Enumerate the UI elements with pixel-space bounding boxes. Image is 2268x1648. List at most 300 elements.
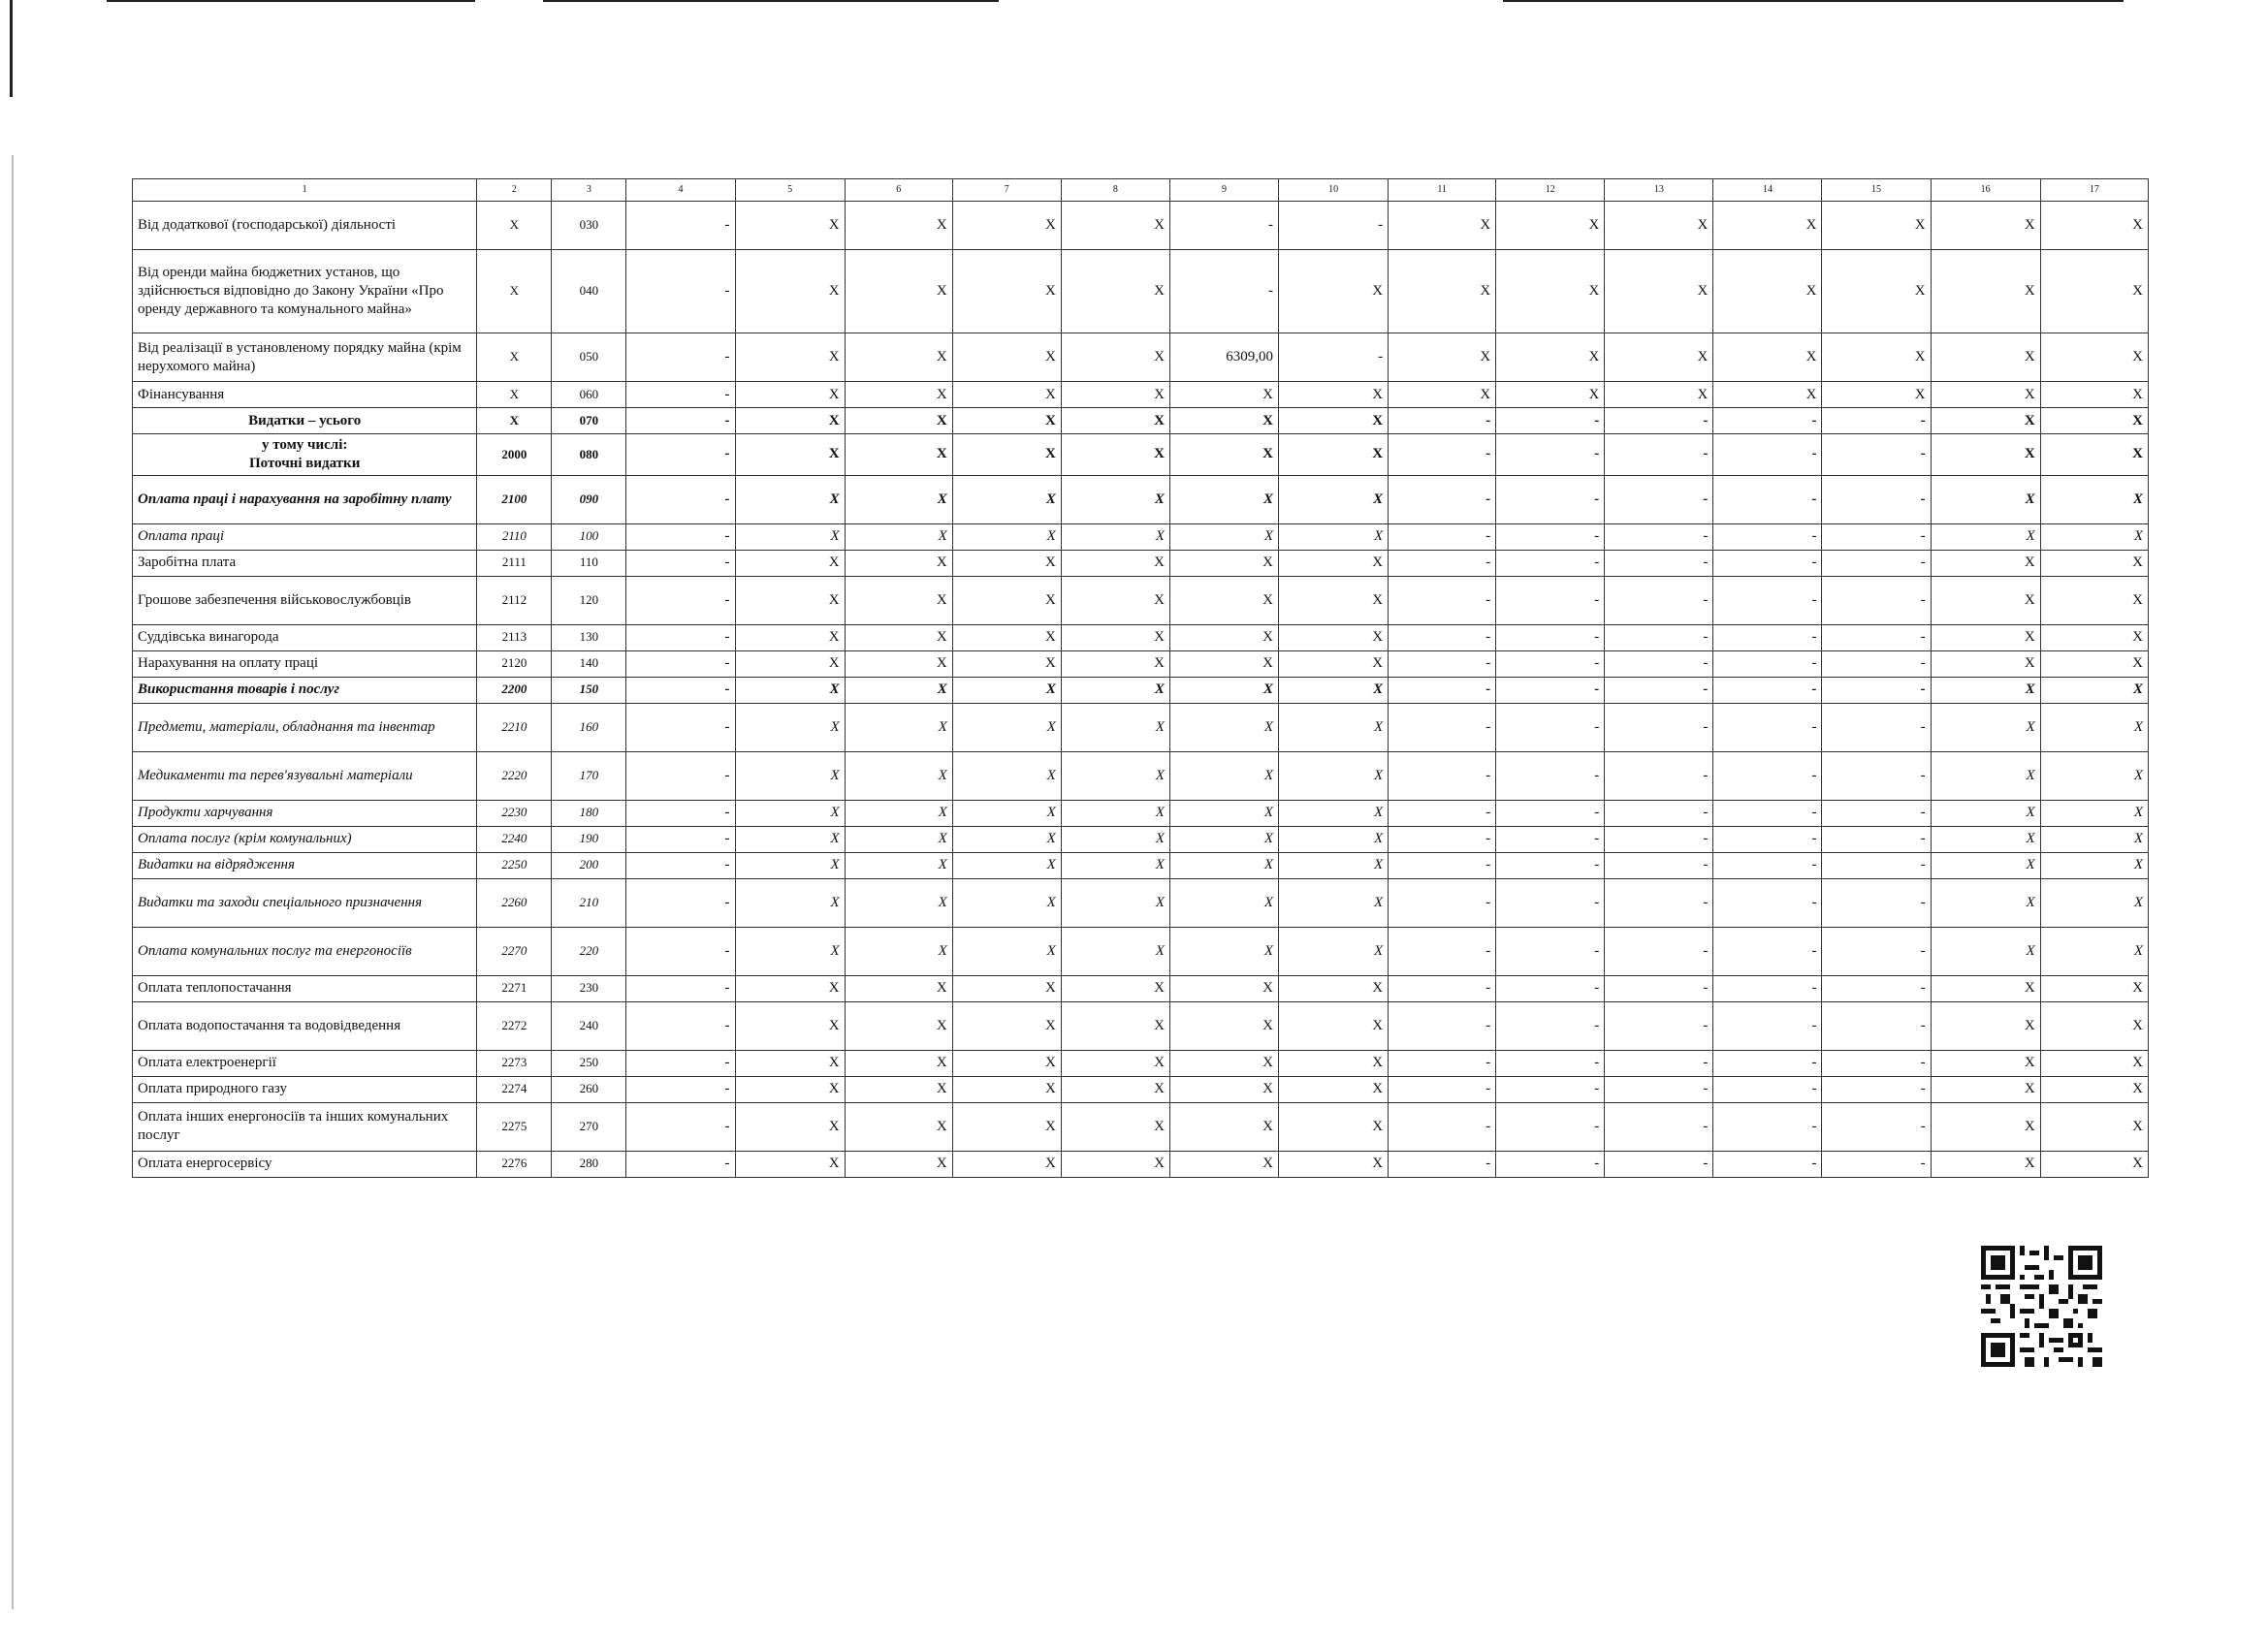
value-cell: X — [2040, 677, 2148, 703]
value-cell: X — [1061, 703, 1169, 751]
value-cell: - — [626, 1076, 735, 1102]
value-cell: X — [1169, 434, 1278, 476]
value-cell: - — [1822, 1151, 1931, 1177]
table-row — [133, 624, 2149, 650]
value-cell: X — [952, 1076, 1061, 1102]
value-cell: - — [1605, 434, 1713, 476]
line-code: 130 — [552, 624, 626, 650]
value-cell: X — [1169, 650, 1278, 677]
table-row — [133, 927, 2149, 975]
table-row — [133, 751, 2149, 800]
value-cell: X — [845, 550, 952, 576]
value-cell: X — [1279, 1001, 1389, 1050]
value-cell: - — [1496, 800, 1605, 826]
value-cell: X — [1931, 250, 2040, 333]
value-cell: X — [1279, 1102, 1389, 1151]
value-cell: X — [2040, 624, 2148, 650]
table-row — [133, 1076, 2149, 1102]
value-cell: X — [952, 1151, 1061, 1177]
value-cell: - — [1496, 650, 1605, 677]
value-cell: X — [1279, 434, 1389, 476]
value-cell: X — [2040, 1102, 2148, 1151]
value-cell: X — [952, 475, 1061, 523]
value-cell: X — [1061, 650, 1169, 677]
value-cell: X — [1061, 927, 1169, 975]
value-cell: X — [1169, 1001, 1278, 1050]
value-cell: X — [1931, 1151, 2040, 1177]
value-cell: - — [626, 927, 735, 975]
value-cell: - — [1822, 434, 1931, 476]
line-code: 070 — [552, 408, 626, 434]
value-cell: X — [2040, 434, 2148, 476]
value-cell: - — [1822, 1050, 1931, 1076]
value-cell: - — [1822, 550, 1931, 576]
value-cell: X — [2040, 523, 2148, 550]
value-cell: - — [1605, 826, 1713, 852]
value-cell: - — [1605, 624, 1713, 650]
table-row — [133, 1001, 2149, 1050]
value-cell: X — [952, 408, 1061, 434]
value-cell: X — [1931, 434, 2040, 476]
value-cell: X — [1279, 800, 1389, 826]
row-label: Видатки та заходи спеціального призначення — [133, 878, 477, 927]
table-row — [133, 1050, 2149, 1076]
value-cell: X — [1931, 202, 2040, 250]
value-cell: X — [1279, 1050, 1389, 1076]
value-cell: - — [626, 250, 735, 333]
value-cell: - — [1713, 1050, 1822, 1076]
value-cell: - — [1496, 550, 1605, 576]
value-cell: X — [1279, 927, 1389, 975]
value-cell: X — [1605, 250, 1713, 333]
table-row — [133, 250, 2149, 333]
value-cell: X — [1279, 576, 1389, 624]
value-cell: - — [1605, 852, 1713, 878]
value-cell: X — [2040, 1151, 2148, 1177]
value-cell: X — [735, 576, 845, 624]
economic-code: 2274 — [477, 1076, 552, 1102]
value-cell: - — [1713, 624, 1822, 650]
economic-code: 2240 — [477, 826, 552, 852]
value-cell: - — [1822, 408, 1931, 434]
value-cell: X — [1389, 250, 1496, 333]
table-row — [133, 333, 2149, 382]
value-cell: X — [1169, 677, 1278, 703]
value-cell: - — [1389, 878, 1496, 927]
economic-code: 2271 — [477, 975, 552, 1001]
value-cell: X — [1279, 751, 1389, 800]
value-cell: X — [735, 523, 845, 550]
value-cell: X — [1279, 677, 1389, 703]
table-row — [133, 975, 2149, 1001]
value-cell: - — [1605, 1050, 1713, 1076]
value-cell: X — [1061, 475, 1169, 523]
value-cell: X — [735, 826, 845, 852]
row-label: Оплата послуг (крім комунальних) — [133, 826, 477, 852]
economic-code: 2210 — [477, 703, 552, 751]
value-cell: X — [1061, 523, 1169, 550]
value-cell: X — [845, 1151, 952, 1177]
value-cell: X — [1061, 1001, 1169, 1050]
value-cell: X — [952, 333, 1061, 382]
line-code: 050 — [552, 333, 626, 382]
value-cell: X — [845, 475, 952, 523]
column-number-14: 14 — [1713, 179, 1822, 202]
value-cell: X — [2040, 1050, 2148, 1076]
value-cell: - — [1713, 800, 1822, 826]
value-cell: X — [1279, 624, 1389, 650]
value-cell: - — [1822, 852, 1931, 878]
value-cell: X — [1931, 852, 2040, 878]
value-cell: X — [2040, 202, 2148, 250]
value-cell: - — [1822, 927, 1931, 975]
value-cell: - — [1496, 677, 1605, 703]
value-cell: X — [952, 434, 1061, 476]
value-cell: X — [952, 1102, 1061, 1151]
value-cell: - — [1605, 703, 1713, 751]
value-cell: - — [1389, 927, 1496, 975]
row-label: Нарахування на оплату праці — [133, 650, 477, 677]
table-row — [133, 800, 2149, 826]
value-cell: - — [1713, 878, 1822, 927]
economic-code: 2276 — [477, 1151, 552, 1177]
value-cell: - — [1496, 408, 1605, 434]
value-cell: X — [1931, 333, 2040, 382]
value-cell: X — [735, 550, 845, 576]
value-cell: - — [1713, 852, 1822, 878]
column-number-9: 9 — [1169, 179, 1278, 202]
value-cell: X — [1279, 523, 1389, 550]
value-cell: X — [1279, 250, 1389, 333]
value-cell: X — [1822, 382, 1931, 408]
line-code: 040 — [552, 250, 626, 333]
value-cell: - — [1605, 800, 1713, 826]
value-cell: X — [1169, 800, 1278, 826]
scan-top-mark — [1503, 0, 2124, 2]
value-cell: X — [845, 382, 952, 408]
value-cell: X — [1169, 1151, 1278, 1177]
column-number-1: 1 — [133, 179, 477, 202]
line-code: 170 — [552, 751, 626, 800]
row-label: Фінансування — [133, 382, 477, 408]
value-cell: - — [1389, 650, 1496, 677]
value-cell: X — [1169, 852, 1278, 878]
economic-code: 2273 — [477, 1050, 552, 1076]
value-cell: - — [1822, 523, 1931, 550]
value-cell: - — [1605, 550, 1713, 576]
line-code: 110 — [552, 550, 626, 576]
value-cell: X — [1169, 1050, 1278, 1076]
value-cell: - — [626, 202, 735, 250]
value-cell: X — [1931, 523, 2040, 550]
value-cell: X — [735, 751, 845, 800]
value-cell: - — [626, 1151, 735, 1177]
value-cell: - — [1822, 800, 1931, 826]
value-cell: X — [1822, 250, 1931, 333]
column-number-8: 8 — [1061, 179, 1169, 202]
value-cell: - — [1605, 1076, 1713, 1102]
value-cell: - — [1605, 523, 1713, 550]
value-cell: - — [1713, 1001, 1822, 1050]
value-cell: X — [1169, 576, 1278, 624]
column-number-16: 16 — [1931, 179, 2040, 202]
row-label: Медикаменти та перев'язувальні матеріали — [133, 751, 477, 800]
row-label: Від оренди майна бюджетних установ, що здійснюється відповідно до Закону України «Про оренду державного та комунального майна» — [133, 250, 477, 333]
value-cell: - — [1496, 1001, 1605, 1050]
value-cell: - — [626, 751, 735, 800]
column-number-17: 17 — [2040, 179, 2148, 202]
value-cell: X — [2040, 475, 2148, 523]
value-cell: X — [2040, 927, 2148, 975]
value-cell: X — [1061, 878, 1169, 927]
value-cell: - — [1822, 576, 1931, 624]
economic-code: 2120 — [477, 650, 552, 677]
value-cell: - — [1713, 975, 1822, 1001]
value-cell: X — [952, 382, 1061, 408]
value-cell: X — [1061, 624, 1169, 650]
value-cell: - — [1822, 751, 1931, 800]
scan-edge-mark — [12, 155, 14, 1609]
value-cell: X — [2040, 408, 2148, 434]
value-cell: X — [952, 677, 1061, 703]
value-cell: X — [2040, 550, 2148, 576]
value-cell: X — [1389, 202, 1496, 250]
value-cell: - — [1605, 878, 1713, 927]
value-cell: - — [626, 576, 735, 624]
value-cell: X — [1713, 202, 1822, 250]
table-row — [133, 1102, 2149, 1151]
value-cell: - — [1389, 1151, 1496, 1177]
value-cell: X — [2040, 878, 2148, 927]
value-cell: X — [1279, 975, 1389, 1001]
value-cell: - — [1389, 703, 1496, 751]
value-cell: X — [1061, 333, 1169, 382]
value-cell: X — [1279, 826, 1389, 852]
value-cell: X — [1061, 576, 1169, 624]
line-code: 200 — [552, 852, 626, 878]
value-cell: X — [1605, 202, 1713, 250]
value-cell: 6309,00 — [1169, 333, 1278, 382]
value-cell: X — [1061, 434, 1169, 476]
line-code: 280 — [552, 1151, 626, 1177]
row-label: у тому числі: Поточні видатки — [133, 434, 477, 476]
value-cell: X — [1931, 927, 2040, 975]
value-cell: X — [1061, 975, 1169, 1001]
value-cell: X — [952, 852, 1061, 878]
value-cell: X — [1279, 475, 1389, 523]
row-label: Заробітна плата — [133, 550, 477, 576]
value-cell: X — [1279, 878, 1389, 927]
value-cell: - — [1713, 650, 1822, 677]
value-cell: X — [1931, 624, 2040, 650]
value-cell: X — [735, 1001, 845, 1050]
value-cell: - — [1713, 475, 1822, 523]
value-cell: X — [2040, 382, 2148, 408]
value-cell: X — [2040, 751, 2148, 800]
value-cell: - — [626, 1001, 735, 1050]
line-code: 180 — [552, 800, 626, 826]
value-cell: - — [1713, 1102, 1822, 1151]
value-cell: X — [845, 1102, 952, 1151]
row-label: Від реалізації в установленому порядку майна (крім нерухомого майна) — [133, 333, 477, 382]
value-cell: - — [626, 1102, 735, 1151]
value-cell: - — [1389, 550, 1496, 576]
value-cell: - — [1496, 927, 1605, 975]
value-cell: X — [952, 800, 1061, 826]
value-cell: X — [1061, 550, 1169, 576]
value-cell: X — [952, 650, 1061, 677]
economic-code: X — [477, 382, 552, 408]
value-cell: X — [735, 202, 845, 250]
value-cell: - — [1822, 878, 1931, 927]
value-cell: X — [2040, 650, 2148, 677]
value-cell: - — [1389, 576, 1496, 624]
value-cell: X — [845, 826, 952, 852]
value-cell: - — [1389, 475, 1496, 523]
line-code: 150 — [552, 677, 626, 703]
value-cell: - — [1389, 852, 1496, 878]
column-number-header-row — [133, 179, 2149, 202]
value-cell: X — [735, 1050, 845, 1076]
row-label: Від додаткової (господарської) діяльності — [133, 202, 477, 250]
value-cell: X — [952, 1050, 1061, 1076]
value-cell: X — [845, 624, 952, 650]
value-cell: - — [626, 677, 735, 703]
value-cell: X — [735, 1151, 845, 1177]
value-cell: X — [735, 1102, 845, 1151]
value-cell: - — [1822, 677, 1931, 703]
value-cell: X — [1931, 800, 2040, 826]
budget-expenditure-table — [132, 178, 2149, 1178]
value-cell: - — [1605, 576, 1713, 624]
value-cell: X — [845, 523, 952, 550]
scan-top-mark — [543, 0, 999, 2]
table-row — [133, 826, 2149, 852]
value-cell: - — [626, 878, 735, 927]
column-number-6: 6 — [845, 179, 952, 202]
row-label: Оплата природного газу — [133, 1076, 477, 1102]
value-cell: X — [1279, 550, 1389, 576]
economic-code: 2270 — [477, 927, 552, 975]
value-cell: X — [952, 826, 1061, 852]
value-cell: - — [1822, 650, 1931, 677]
value-cell: - — [1389, 975, 1496, 1001]
value-cell: X — [735, 624, 845, 650]
value-cell: X — [845, 703, 952, 751]
value-cell: - — [1822, 826, 1931, 852]
economic-code: X — [477, 250, 552, 333]
value-cell: X — [1169, 408, 1278, 434]
value-cell: X — [845, 800, 952, 826]
value-cell: X — [952, 878, 1061, 927]
economic-code: X — [477, 408, 552, 434]
column-number-10: 10 — [1279, 179, 1389, 202]
value-cell: - — [626, 382, 735, 408]
value-cell: X — [1931, 826, 2040, 852]
value-cell: X — [2040, 333, 2148, 382]
value-cell: - — [1496, 1151, 1605, 1177]
value-cell: - — [1605, 975, 1713, 1001]
value-cell: X — [1279, 382, 1389, 408]
value-cell: X — [1061, 751, 1169, 800]
value-cell: X — [845, 650, 952, 677]
value-cell: - — [626, 703, 735, 751]
value-cell: X — [2040, 975, 2148, 1001]
value-cell: - — [1713, 1151, 1822, 1177]
value-cell: - — [1822, 703, 1931, 751]
line-code: 260 — [552, 1076, 626, 1102]
economic-code: 2275 — [477, 1102, 552, 1151]
line-code: 230 — [552, 975, 626, 1001]
value-cell: X — [845, 250, 952, 333]
value-cell: X — [1496, 333, 1605, 382]
table-row — [133, 434, 2149, 476]
line-code: 160 — [552, 703, 626, 751]
line-code: 240 — [552, 1001, 626, 1050]
value-cell: X — [1169, 382, 1278, 408]
value-cell: - — [1713, 523, 1822, 550]
value-cell: X — [1389, 333, 1496, 382]
column-number-13: 13 — [1605, 179, 1713, 202]
table-row — [133, 523, 2149, 550]
value-cell: X — [845, 927, 952, 975]
value-cell: - — [1389, 1102, 1496, 1151]
value-cell: - — [1605, 1151, 1713, 1177]
value-cell: - — [1389, 1050, 1496, 1076]
value-cell: - — [626, 852, 735, 878]
economic-code: 2272 — [477, 1001, 552, 1050]
value-cell: X — [2040, 852, 2148, 878]
table-row — [133, 576, 2149, 624]
value-cell: - — [1496, 1050, 1605, 1076]
economic-code: X — [477, 202, 552, 250]
value-cell: X — [1279, 852, 1389, 878]
value-cell: X — [1931, 975, 2040, 1001]
value-cell: X — [1061, 250, 1169, 333]
value-cell: - — [1605, 1102, 1713, 1151]
value-cell: X — [845, 852, 952, 878]
value-cell: X — [952, 927, 1061, 975]
economic-code: 2112 — [477, 576, 552, 624]
value-cell: X — [1389, 382, 1496, 408]
value-cell: X — [1496, 202, 1605, 250]
value-cell: - — [1389, 800, 1496, 826]
value-cell: - — [1389, 1001, 1496, 1050]
value-cell: X — [1061, 1102, 1169, 1151]
value-cell: - — [1279, 333, 1389, 382]
value-cell: X — [1061, 800, 1169, 826]
line-code: 140 — [552, 650, 626, 677]
value-cell: X — [1931, 677, 2040, 703]
value-cell: - — [1389, 624, 1496, 650]
line-code: 270 — [552, 1102, 626, 1151]
value-cell: - — [1822, 475, 1931, 523]
value-cell: X — [735, 434, 845, 476]
line-code: 190 — [552, 826, 626, 852]
value-cell: X — [735, 382, 845, 408]
value-cell: X — [1713, 333, 1822, 382]
value-cell: X — [1605, 333, 1713, 382]
value-cell: - — [1496, 878, 1605, 927]
value-cell: X — [952, 202, 1061, 250]
value-cell: X — [1931, 650, 2040, 677]
table-row — [133, 852, 2149, 878]
value-cell: X — [1713, 250, 1822, 333]
value-cell: X — [1931, 576, 2040, 624]
value-cell: X — [1931, 1001, 2040, 1050]
value-cell: - — [626, 1050, 735, 1076]
value-cell: - — [1169, 202, 1278, 250]
